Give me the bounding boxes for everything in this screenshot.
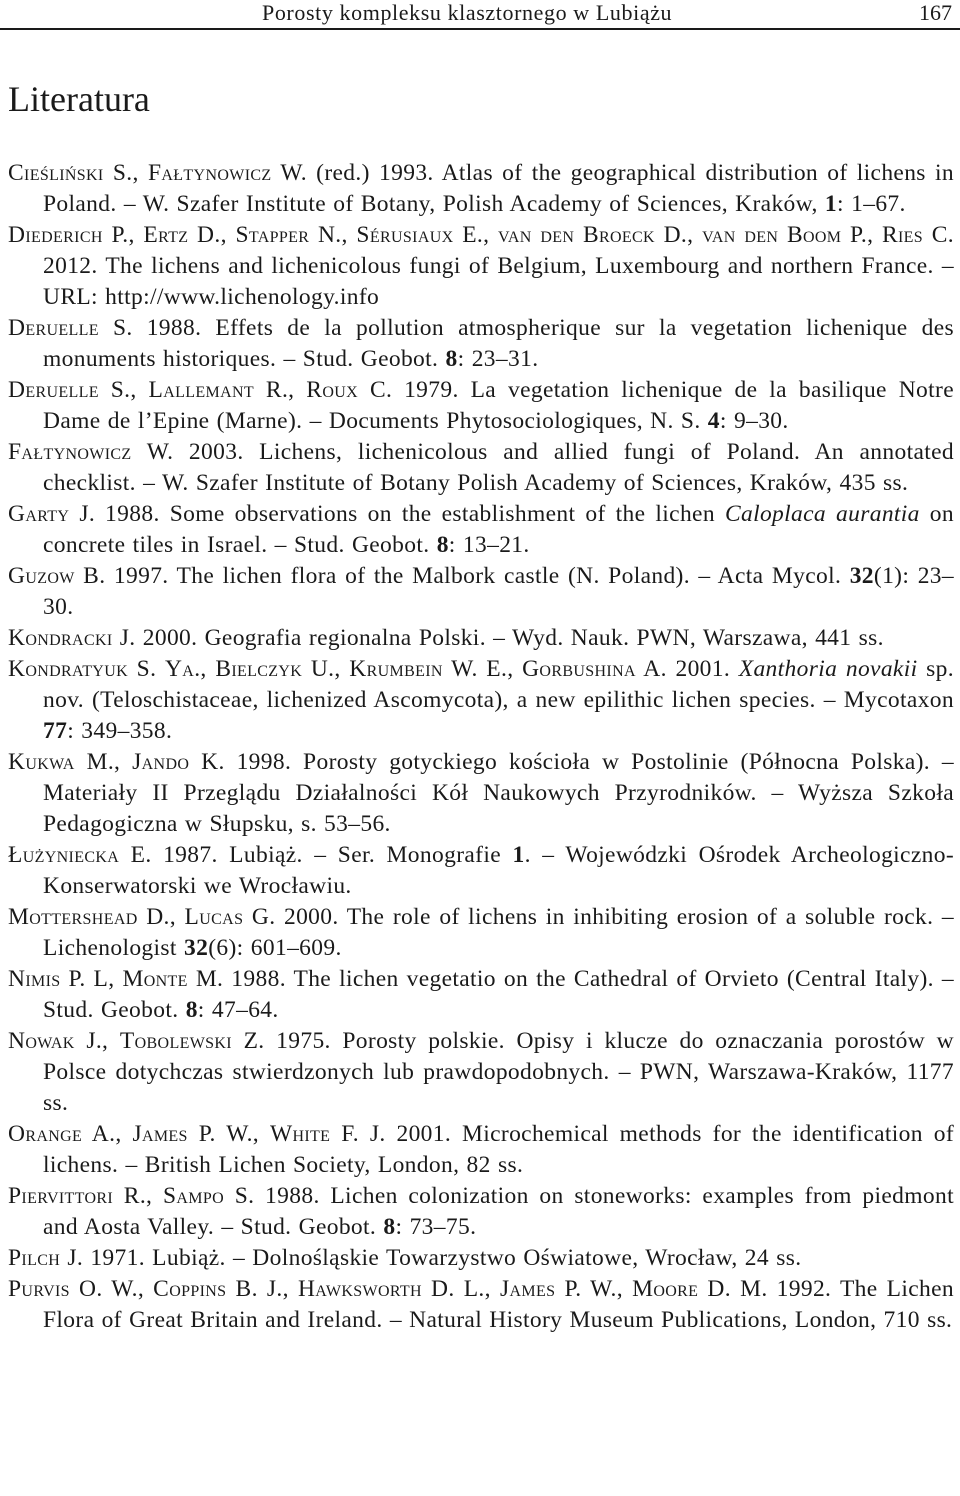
reference-entry <box>8 561 954 623</box>
volume-number: 8 <box>185 997 198 1023</box>
volume-number: 32 <box>849 563 874 589</box>
author-name: Fałtynowicz <box>8 439 132 465</box>
reference-entry <box>8 654 954 747</box>
running-header <box>0 0 960 30</box>
reference-text: E., <box>453 222 499 248</box>
reference-entry <box>8 1026 954 1119</box>
reference-text: U., <box>302 656 350 682</box>
page-number: 167 <box>919 0 952 25</box>
reference-entry <box>8 1119 954 1181</box>
reference-text: : 1–67. <box>837 191 906 217</box>
reference-text: P. W., <box>555 1276 633 1302</box>
reference-entry <box>8 313 954 375</box>
author-name: Kondratyuk <box>8 656 129 682</box>
reference-text: W. (red.) 1993. Atlas of the geographical distribution of lichens in Poland. – W. Szafer Institute of Botany, Polish Academy of Sciences, Kraków, <box>43 160 954 217</box>
reference-text: J. 1988. Some observations on the establishment of the lichen <box>69 501 725 527</box>
reference-text: P., <box>102 222 144 248</box>
reference-text: on concrete tiles in Israel. – Stud. Geobot. <box>43 501 954 558</box>
reference-text: S., <box>98 377 149 403</box>
author-name: Monte <box>122 966 188 992</box>
reference-text: P., <box>841 222 882 248</box>
reference-text: S., <box>103 160 148 186</box>
section-heading: Literatura <box>8 79 150 119</box>
author-name: Kondracki <box>8 625 113 651</box>
reference-text: D., <box>654 222 703 248</box>
author-name: van den Boom <box>702 222 842 248</box>
author-name: James <box>132 1121 188 1147</box>
author-name: Purvis <box>8 1276 70 1302</box>
volume-number: 8 <box>436 532 449 558</box>
author-name: Sampo <box>162 1183 225 1209</box>
author-name: Orange <box>8 1121 83 1147</box>
reference-text: P. L, <box>60 966 123 992</box>
author-name: Bielczyk <box>215 656 303 682</box>
author-name: Pilch <box>8 1245 61 1271</box>
reference-entry <box>8 623 954 654</box>
reference-text: E. 1987. Lubiąż. – Ser. Monografie <box>119 842 513 868</box>
volume-number: 1 <box>512 842 525 868</box>
volume-number: 1 <box>824 191 838 217</box>
reference-entry <box>8 158 954 220</box>
reference-text: : 73–75. <box>395 1214 477 1240</box>
author-name: James <box>499 1276 556 1302</box>
reference-text: (1): 23–30. <box>43 563 954 620</box>
author-name: Gorbushina <box>522 656 636 682</box>
reference-text: J. 2000. Geografia regionalna Polski. – Wyd. Nauk. PWN, Warszawa, 441 ss. <box>112 625 884 651</box>
reference-text: : 23–31. <box>457 346 539 372</box>
author-name: Diederich <box>8 222 103 248</box>
author-name: Nimis <box>8 966 61 992</box>
reference-text: : 9–30. <box>719 408 789 434</box>
author-name: Jando <box>132 749 190 775</box>
volume-number: 8 <box>445 346 458 372</box>
species-name: Caloplaca aurantia <box>724 501 920 527</box>
reference-text: M. 1988. The lichen vegetatio on the Cathedral of Orvieto (Central Italy). – Stud. Geobot. <box>43 966 954 1023</box>
reference-text: O. W., <box>69 1276 154 1302</box>
reference-entry <box>8 964 954 1026</box>
author-name: Łużyniecka <box>8 842 120 868</box>
reference-text: D., <box>188 222 236 248</box>
reference-text: A. 2001. <box>635 656 739 682</box>
reference-entry <box>8 437 954 499</box>
reference-text: (6): 601–609. <box>208 935 342 961</box>
reference-entry <box>8 902 954 964</box>
reference-list <box>8 158 954 1336</box>
reference-text: C. 1979. La vegetation lichenique de la basilique Notre Dame de l’Epine (Marne). – Documents Phytosociologiques, N. S. <box>43 377 954 434</box>
author-name: van den Broeck <box>498 222 655 248</box>
author-name: Moore <box>632 1276 699 1302</box>
author-name: Sérusiaux <box>356 222 454 248</box>
reference-text: R., <box>113 1183 163 1209</box>
reference-text: : 349–358. <box>67 718 173 744</box>
reference-text: P. W., <box>187 1121 270 1147</box>
volume-number: 4 <box>707 408 720 434</box>
author-name: Cieśliński <box>8 160 104 186</box>
reference-text: G. 2000. The role of lichens in inhibiting erosion of a soluble rock. – Lichenologist <box>43 904 954 961</box>
reference-text: . – Wojewódzki Ośrodek Archeologiczno-Konserwatorski we Wrocławiu. <box>43 842 954 899</box>
reference-text: W. 2003. Lichens, lichenicolous and allied fungi of Poland. An annotated checklist. – W. Szafer Institute of Botany Polish Academy of Sciences, Kraków, 435 ss. <box>43 439 954 496</box>
author-name: Fałtynowicz <box>147 160 272 186</box>
reference-text: R., <box>254 377 307 403</box>
author-name: Lucas <box>184 904 244 930</box>
author-name: White <box>269 1121 331 1147</box>
reference-text: D., <box>137 904 185 930</box>
reference-text: S. 1988. Lichen colonization on stoneworks: examples from piedmont and Aosta Valley. – Stud. Geobot. <box>43 1183 954 1240</box>
reference-text: N., <box>309 222 357 248</box>
author-name: Ertz <box>143 222 189 248</box>
reference-entry <box>8 1243 954 1274</box>
reference-text: ., <box>194 656 216 682</box>
reference-text: K. 1998. Porosty gotyckiego kościoła w Postolinie (Północna Polska). – Materiały II Przeglądu Działalności Kół Naukowych Przyrodników. – Wyższa Szkoła Pedagogiczna w Słupsku, s. 53–56. <box>43 749 954 837</box>
reference-entry <box>8 747 954 840</box>
reference-text: B. J., <box>226 1276 298 1302</box>
author-name: Coppins <box>153 1276 227 1302</box>
reference-entry <box>8 1181 954 1243</box>
author-name: Ries <box>881 222 924 248</box>
reference-text: S. <box>128 656 165 682</box>
reference-text: : 47–64. <box>197 997 279 1023</box>
author-name: Kukwa <box>8 749 75 775</box>
author-name: Guzow <box>8 563 75 589</box>
reference-entry <box>8 840 954 902</box>
reference-text: J., <box>74 1028 120 1054</box>
reference-text: M., <box>74 749 133 775</box>
author-name: Tobolewski <box>119 1028 232 1054</box>
volume-number: 8 <box>383 1214 396 1240</box>
reference-entry <box>8 220 954 313</box>
author-name: Lallemant <box>148 377 255 403</box>
species-name: Xanthoria novakii <box>738 656 918 682</box>
reference-text: D. L., <box>421 1276 500 1302</box>
reference-text: A., <box>82 1121 133 1147</box>
author-name: Krumbein <box>349 656 443 682</box>
reference-entry <box>8 499 954 561</box>
running-title: Porosty kompleksu klasztornego w Lubiążu <box>262 0 673 25</box>
author-name: Ya <box>164 656 195 682</box>
reference-text: B. 1997. The lichen flora of the Malbork castle (N. Poland). – Acta Mycol. <box>74 563 850 589</box>
reference-text: C. 2012. The lichens and lichenicolous fungi of Belgium, Luxembourg and northern France. – URL: http://www.lichenology.info <box>43 222 954 310</box>
reference-text: Z. 1975. Porosty polskie. Opisy i klucze do oznaczania porostów w Polsce dotychczas stwierdzonych lub prawdopodobnych. – PWN, Warszawa-Kraków, 1177 ss. <box>43 1028 954 1116</box>
author-name: Nowak <box>8 1028 75 1054</box>
reference-text: J. 1971. Lubiąż. – Dolnośląskie Towarzystwo Oświatowe, Wrocław, 24 ss. <box>60 1245 802 1271</box>
author-name: Stapper <box>235 222 310 248</box>
reference-text: S. 1988. Effets de la pollution atmospherique sur la vegetation lichenique des monuments historiques. – Stud. Geobot. <box>43 315 954 372</box>
author-name: Garty <box>8 501 70 527</box>
reference-text: : 13–21. <box>448 532 530 558</box>
reference-text: D. M. 1992. The Lichen Flora of Great Britain and Ireland. – Natural History Museum Publications, London, 710 ss. <box>43 1276 954 1333</box>
reference-text: F. J. 2001. Microchemical methods for the identification of lichens. – British Lichen Society, London, 82 ss. <box>43 1121 954 1178</box>
volume-number: 77 <box>43 718 68 744</box>
author-name: Hawksworth <box>297 1276 422 1302</box>
reference-text: sp. nov. (Teloschistaceae, lichenized Ascomycota), a new epilithic lichen species. – Mycotaxon <box>43 656 954 713</box>
author-name: Roux <box>306 377 359 403</box>
reference-entry <box>8 1274 954 1336</box>
volume-number: 32 <box>184 935 209 961</box>
reference-entry <box>8 375 954 437</box>
author-name: Deruelle <box>8 377 99 403</box>
author-name: Deruelle <box>8 315 99 341</box>
author-name: Piervittori <box>8 1183 114 1209</box>
reference-text: W. E., <box>442 656 523 682</box>
author-name: Mottershead <box>8 904 138 930</box>
